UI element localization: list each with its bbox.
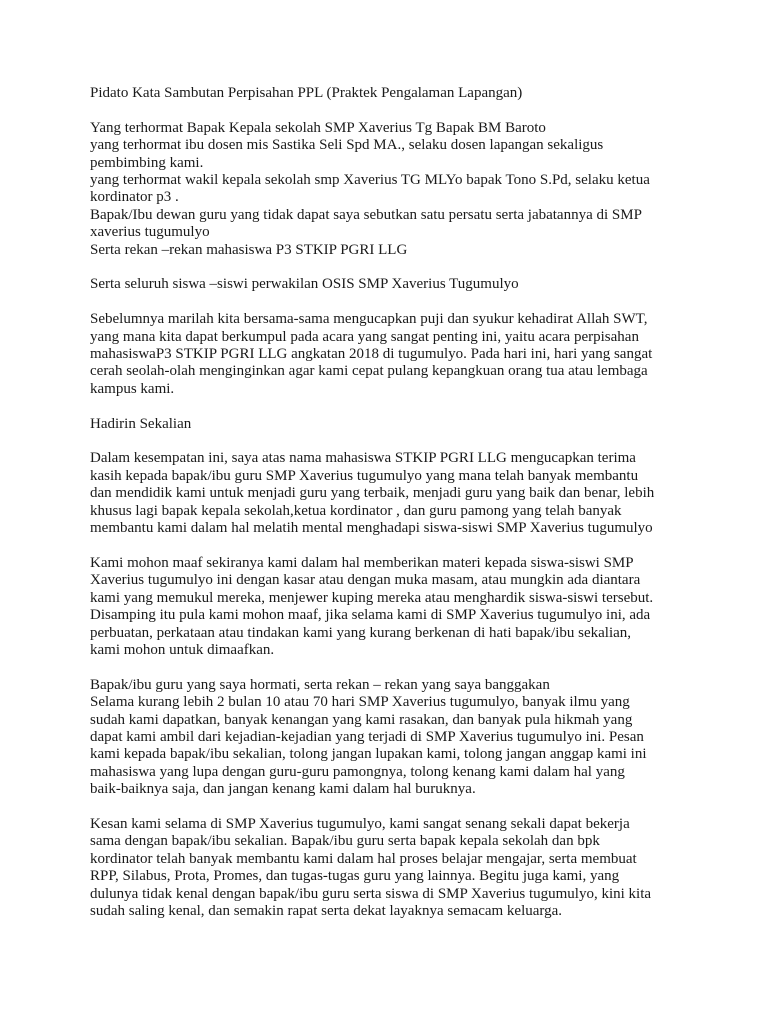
text-line: Yang terhormat Bapak Kepala sekolah SMP Xaverius Tg Bapak BM Baroto [90, 119, 546, 136]
text-line: sudah kami dapatkan, banyak kenangan yang kami rasakan, dan banyak pula hikmah yang [90, 711, 633, 728]
greeting-students-paragraph [90, 276, 690, 293]
text-line: kordinator telah banyak membantu kami dalam hal proses belajar mengajar, serta membuat [90, 850, 637, 867]
text-line: yang terhormat wakil kepala sekolah smp Xaverius TG MLYo bapak Tono S.Pd, selaku ketua [90, 172, 650, 189]
text-line: dulunya tidak kenal dengan bapak/ibu guru serta siswa di SMP Xaverius tugumulyo, kini kita [90, 885, 652, 902]
thanks-paragraph [90, 450, 690, 537]
text-line: Kami mohon maaf sekiranya kami dalam hal memberikan materi kepada siswa-siswi SMP [90, 554, 634, 571]
text-line: membantu kami dalam hal melatih mental menghadapi siswa-siswi SMP Xaverius tugumulyo [90, 520, 653, 537]
impressions-paragraph [90, 816, 690, 920]
address-paragraph [90, 416, 690, 433]
text-line: kordinator p3 . [90, 189, 179, 206]
text-line: mahasiswa yang lupa dengan guru-guru pamongnya, tolong kenang kami dalam hal yang [90, 763, 625, 780]
text-line: khusus lagi bapak kepala sekolah,ketua kordinator , dan guru pamong yang telah banyak [90, 502, 622, 519]
text-line: yang terhormat ibu dosen mis Sastika Seli Spd MA., selaku dosen lapangan sekaligus [90, 137, 604, 154]
text-line: Disamping itu pula kami mohon maaf, jika selama kami di SMP Xaverius tugumulyo ini, ada [90, 607, 651, 624]
text-line: dan mendidik kami untuk menjadi guru yang terbaik, menjadi guru yang baik dan benar, lebih [90, 485, 655, 502]
memories-paragraph [90, 677, 690, 799]
text-line: Serta rekan –rekan mahasiswa P3 STKIP PGRI LLG [90, 241, 408, 258]
text-line: yang mana kita dapat berkumpul pada acara yang sangat penting ini, yaitu acara perpisahan [90, 328, 639, 345]
text-line: kami yang memukul mereka, menjewer kuping mereka atau menghardik siswa-siswi tersebut. [90, 589, 654, 606]
text-line: xaverius tugumulyo [90, 224, 210, 241]
text-line: mahasiswaP3 STKIP PGRI LLG angkatan 2018 di tugumulyo. Pada hari ini, hari yang sangat [90, 346, 653, 363]
document-page [90, 85, 690, 938]
text-line: RPP, Silabus, Prota, Promes, dan tugas-tugas guru yang lainnya. Begitu juga kami, yang [90, 868, 620, 885]
text-line: Hadirin Sekalian [90, 415, 192, 432]
text-line: kami mohon untuk dimaafkan. [90, 641, 275, 658]
text-line: Bapak/ibu guru yang saya hormati, serta rekan – rekan yang saya banggakan [90, 676, 550, 693]
text-line: kampus kami. [90, 380, 175, 397]
text-line: kami kepada bapak/ibu sekalian, tolong jangan lupakan kami, tolong jangan anggap kami ini [90, 746, 647, 763]
text-line: baik-baiknya saja, dan jangan kenang kami dalam hal buruknya. [90, 781, 476, 798]
opening-paragraph [90, 311, 690, 398]
apology-paragraph [90, 555, 690, 659]
text-line: Kesan kami selama di SMP Xaverius tugumulyo, kami sangat senang sekali dapat bekerja [90, 815, 630, 832]
text-line: Xaverius tugumulyo ini dengan kasar atau dengan muka masam, atau mungkin ada diantara [90, 572, 641, 589]
text-line: pembimbing kami. [90, 154, 204, 171]
text-line: Serta seluruh siswa –siswi perwakilan OSIS SMP Xaverius Tugumulyo [90, 276, 519, 293]
text-line: dapat kami ambil dari kejadian-kejadian yang terjadi di SMP Xaverius tugumulyo ini. Pesan [90, 728, 644, 745]
text-line: sama dengan bapak/ibu sekalian. Bapak/ibu guru serta bapak kepala sekolah dan bpk [90, 833, 600, 850]
text-line: Selama kurang lebih 2 bulan 10 atau 70 hari SMP Xaverius tugumulyo, banyak ilmu yang [90, 694, 630, 711]
title-line: Pidato Kata Sambutan Perpisahan PPL (Praktek Pengalaman Lapangan) [90, 85, 523, 101]
text-line: Dalam kesempatan ini, saya atas nama mahasiswa STKIP PGRI LLG mengucapkan terima [90, 450, 636, 467]
text-line: cerah seolah-olah menginginkan agar kami cepat pulang kepangkuan orang tua atau lembaga [90, 363, 648, 380]
text-line: Sebelumnya marilah kita bersama-sama mengucapkan puji dan syukur kehadirat Allah SWT, [90, 311, 648, 328]
text-line: sudah saling kenal, dan semakin rapat serta dekat layaknya semacam keluarga. [90, 902, 563, 919]
greetings-paragraph [90, 120, 690, 259]
text-line: perbuatan, perkataan atau tindakan kami yang kurang berkenan di hati bapak/ibu sekalian, [90, 624, 632, 641]
text-line: Bapak/Ibu dewan guru yang tidak dapat saya sebutkan satu persatu serta jabatannya di SMP [90, 206, 642, 223]
text-line: kasih kepada bapak/ibu guru SMP Xaverius tugumulyo yang mana telah banyak membantu [90, 467, 639, 484]
document-title [90, 85, 690, 102]
